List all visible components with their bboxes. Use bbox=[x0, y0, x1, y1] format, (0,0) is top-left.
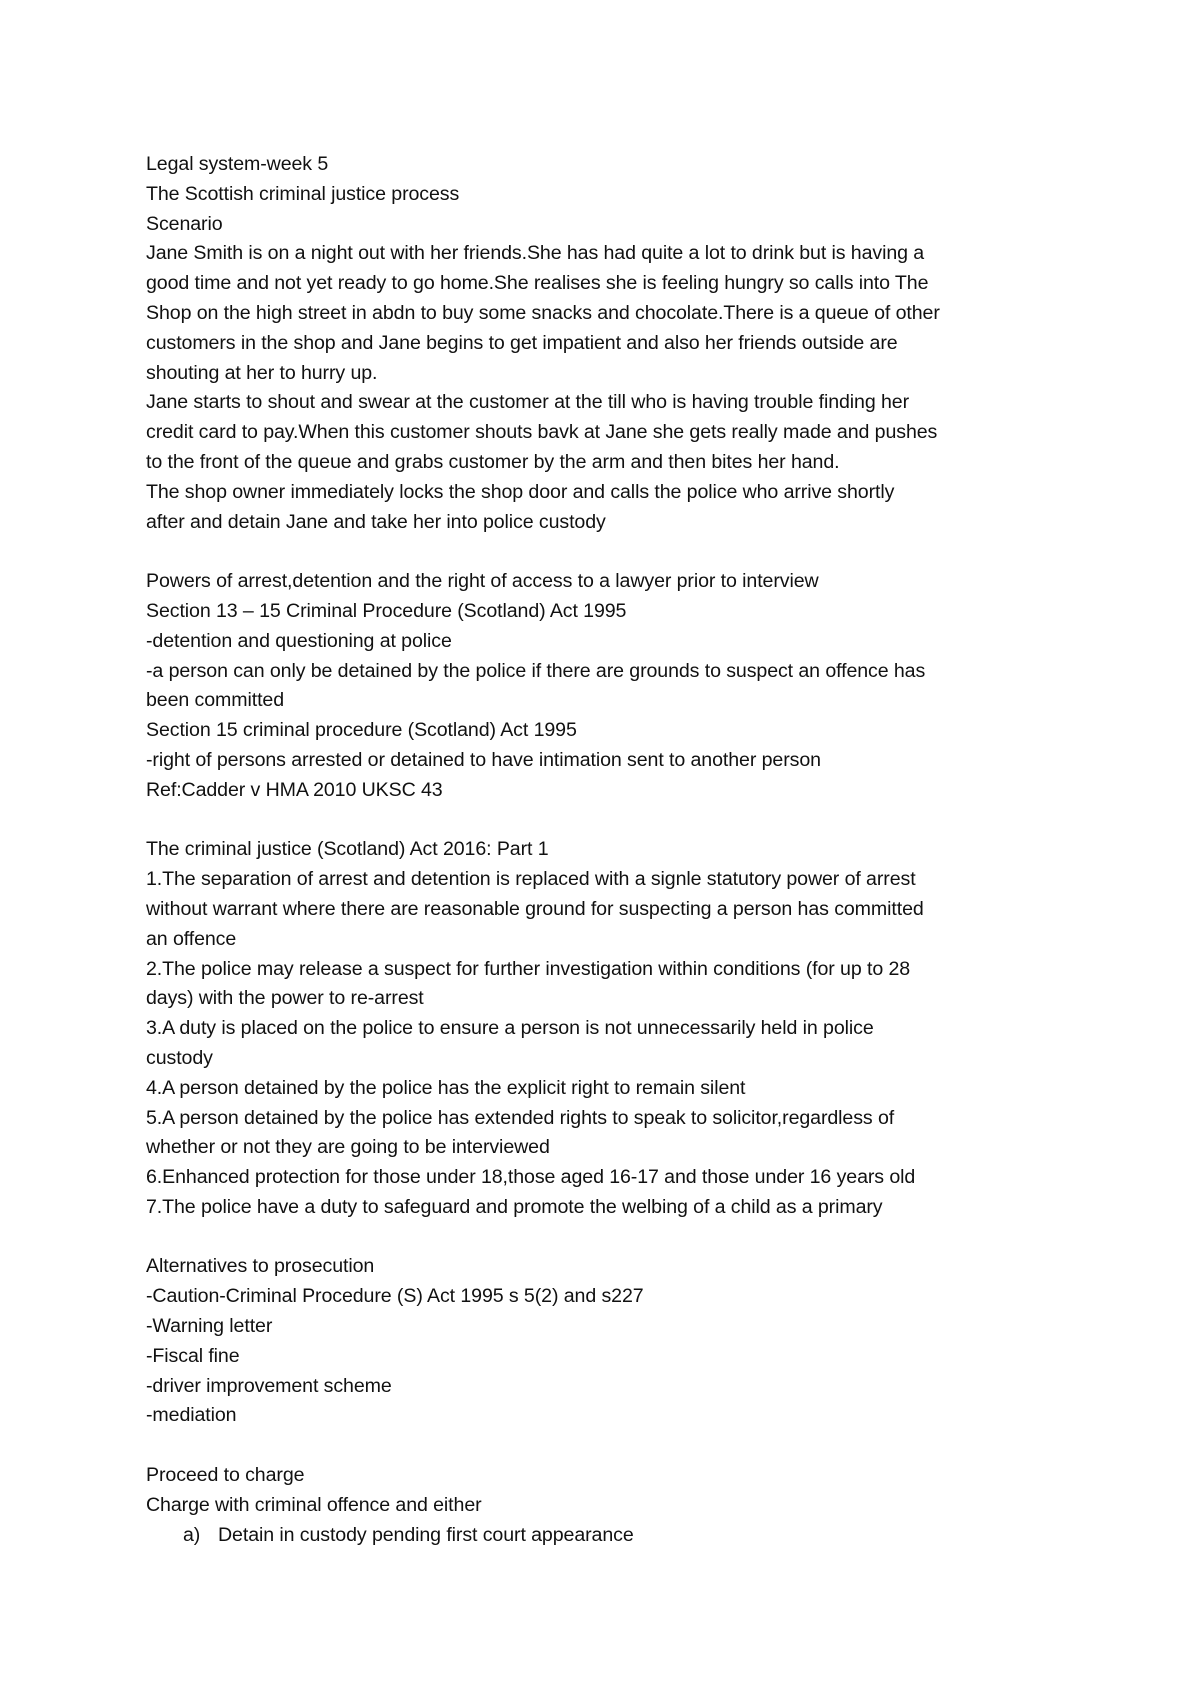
document-title: Legal system-week 5 bbox=[146, 153, 329, 175]
section-heading: Powers of arrest,detention and the right of access to a lawyer prior to interview bbox=[146, 570, 819, 593]
text-line: 3.A duty is placed on the police to ensure a person is not unnecessarily held in police bbox=[146, 1017, 874, 1040]
text-line: Shop on the high street in abdn to buy some snacks and chocolate.There is a queue of other bbox=[146, 301, 940, 324]
text-line: credit card to pay.When this customer shouts bavk at Jane she gets really made and pushes bbox=[146, 421, 938, 444]
text-line: -a person can only be detained by the police if there are grounds to suspect an offence has bbox=[146, 659, 926, 682]
scenario-paragraph bbox=[146, 239, 1076, 537]
text-line: 1.The separation of arrest and detention is replaced with a signle statutory power of arrest bbox=[146, 868, 916, 891]
section-heading: The criminal justice (Scotland) Act 2016: Part 1 bbox=[146, 838, 549, 861]
text-line: days) with the power to re-arrest bbox=[146, 987, 424, 1010]
document-page bbox=[146, 150, 1076, 1550]
text-line: without warrant where there are reasonable ground for suspecting a person has committed bbox=[146, 897, 924, 920]
text-line: 5.A person detained by the police has extended rights to speak to solicitor,regardless of bbox=[146, 1106, 895, 1129]
document-header bbox=[146, 150, 1076, 239]
paragraph-spacer bbox=[146, 806, 1076, 836]
text-line: -driver improvement scheme bbox=[146, 1374, 392, 1397]
text-line: customers in the shop and Jane begins to get impatient and also her friends outside are bbox=[146, 331, 898, 354]
text-line: -detention and questioning at police bbox=[146, 629, 452, 652]
text-line: Jane Smith is on a night out with her friends.She has had quite a lot to drink but is having a bbox=[146, 242, 925, 265]
charge-section bbox=[146, 1461, 1076, 1550]
list-marker: a) bbox=[183, 1523, 201, 1546]
text-line: -right of persons arrested or detained to have intimation sent to another person bbox=[146, 748, 821, 771]
text-line: shouting at her to hurry up. bbox=[146, 361, 378, 384]
text-line: Section 15 criminal procedure (Scotland) Act 1995 bbox=[146, 719, 577, 742]
list-item bbox=[146, 1521, 1076, 1551]
powers-section bbox=[146, 567, 1076, 805]
section-heading: Alternatives to prosecution bbox=[146, 1255, 375, 1278]
paragraph-spacer bbox=[146, 1431, 1076, 1461]
text-line: whether or not they are going to be interviewed bbox=[146, 1136, 550, 1159]
paragraph-spacer bbox=[146, 1223, 1076, 1253]
text-line: -Caution-Criminal Procedure (S) Act 1995 s 5(2) and s227 bbox=[146, 1285, 644, 1308]
text-line: 6.Enhanced protection for those under 18,those aged 16-17 and those under 16 years old bbox=[146, 1166, 916, 1189]
text-line: The shop owner immediately locks the shop door and calls the police who arrive shortly bbox=[146, 480, 895, 503]
scenario-heading: Scenario bbox=[146, 212, 223, 235]
text-line: -Warning letter bbox=[146, 1315, 273, 1338]
text-line: -mediation bbox=[146, 1404, 237, 1427]
act-2016-section bbox=[146, 835, 1076, 1222]
text-line: Jane starts to shout and swear at the customer at the till who is having trouble finding her bbox=[146, 391, 910, 414]
text-line: been committed bbox=[146, 689, 285, 712]
text-line: after and detain Jane and take her into police custody bbox=[146, 510, 606, 533]
section-heading: Proceed to charge bbox=[146, 1464, 305, 1487]
text-line: Charge with criminal offence and either bbox=[146, 1493, 482, 1516]
text-line: 2.The police may release a suspect for further investigation within conditions (for up to 28 bbox=[146, 957, 911, 980]
text-line: -Fiscal fine bbox=[146, 1344, 240, 1367]
text-line: an offence bbox=[146, 927, 237, 950]
text-line: to the front of the queue and grabs customer by the arm and then bites her hand. bbox=[146, 450, 840, 473]
list-item-text: Detain in custody pending first court appearance bbox=[218, 1523, 634, 1546]
paragraph-spacer bbox=[146, 537, 1076, 567]
text-line: 7.The police have a duty to safeguard and promote the welbing of a child as a primary bbox=[146, 1195, 883, 1218]
text-line: good time and not yet ready to go home.She realises she is feeling hungry so calls into The bbox=[146, 272, 929, 295]
text-line: custody bbox=[146, 1046, 213, 1069]
text-line: Ref:Cadder v HMA 2010 UKSC 43 bbox=[146, 778, 443, 801]
text-line: Section 13 – 15 Criminal Procedure (Scotland) Act 1995 bbox=[146, 599, 627, 622]
text-line: 4.A person detained by the police has the explicit right to remain silent bbox=[146, 1076, 746, 1099]
document-subtitle: The Scottish criminal justice process bbox=[146, 182, 460, 205]
alternatives-section bbox=[146, 1252, 1076, 1431]
